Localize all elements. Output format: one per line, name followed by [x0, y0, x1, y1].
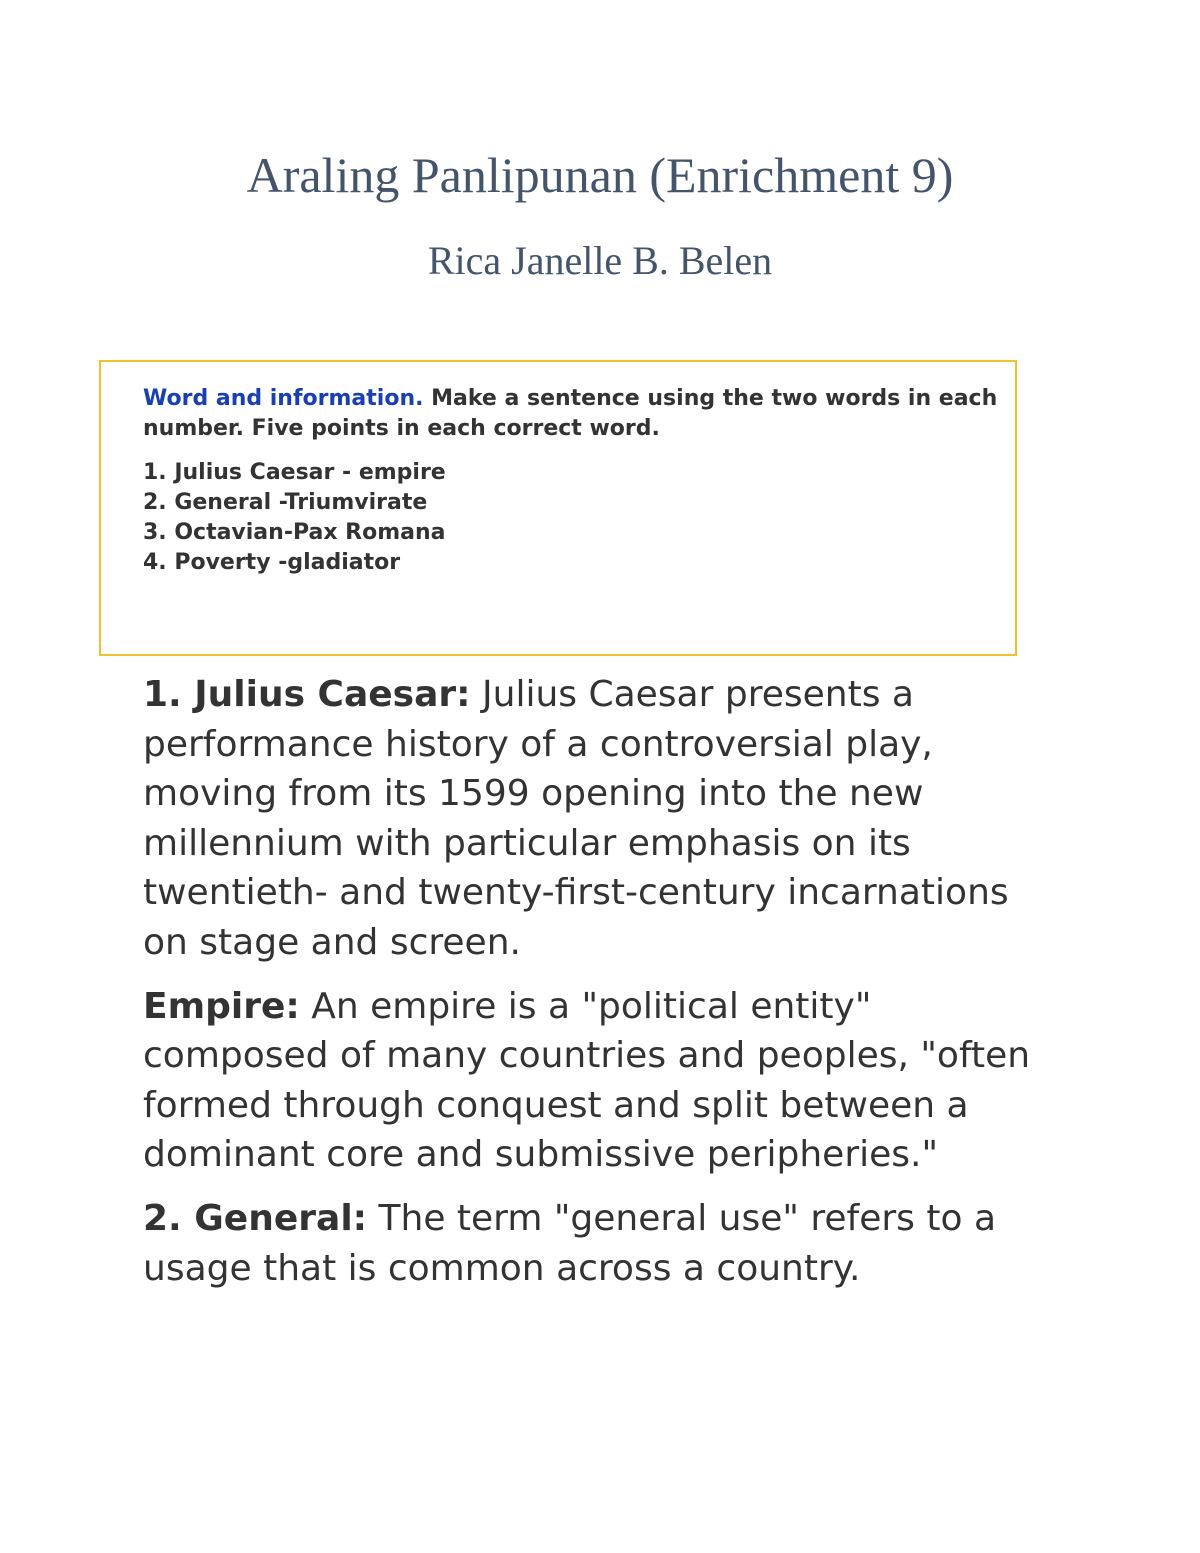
entry-definition: Julius Caesar presents a performance history of a controversial play, moving from its 1599 opening into the new millennium with particular emphasis on its twentieth- and twenty-first-century incarnations on stage and screen.: [143, 674, 1009, 963]
entry-empire: [143, 982, 1063, 1180]
assignment-instructions: [143, 384, 1063, 578]
entry-term: 2. General:: [143, 1197, 368, 1239]
entry-julius-caesar: [143, 670, 1063, 968]
entry-term: Empire:: [143, 985, 300, 1027]
entry-definition: An empire is a "political entity" composed of many countries and peoples, "often formed through conquest and split between a dominant core and submissive peripheries.": [143, 985, 1031, 1176]
word-pair-item: 2. General -Triumvirate: [143, 490, 428, 515]
instruction-lead: Word and information.: [143, 386, 424, 411]
instruction-line-2: number. Five points in each correct word.: [143, 416, 660, 441]
word-pair-list: [143, 458, 1063, 578]
instruction-line-1: [143, 384, 1063, 414]
instruction-text-1: Make a sentence using the two words in each: [423, 386, 998, 411]
entry-term: 1. Julius Caesar:: [143, 674, 471, 715]
entry-general: [143, 1194, 1063, 1293]
answer-body: [143, 670, 1063, 1307]
word-pair-item: 4. Poverty -gladiator: [143, 550, 401, 575]
word-pair-item: 1. Julius Caesar - empire: [143, 460, 446, 485]
word-pair-item: 3. Octavian-Pax Romana: [143, 520, 446, 545]
entry-definition: The term "general use" refers to a usage that is common across a country.: [143, 1197, 997, 1289]
document-title: Araling Panlipunan (Enrichment 9): [246, 147, 954, 203]
author-name: Rica Janelle B. Belen: [427, 238, 773, 283]
